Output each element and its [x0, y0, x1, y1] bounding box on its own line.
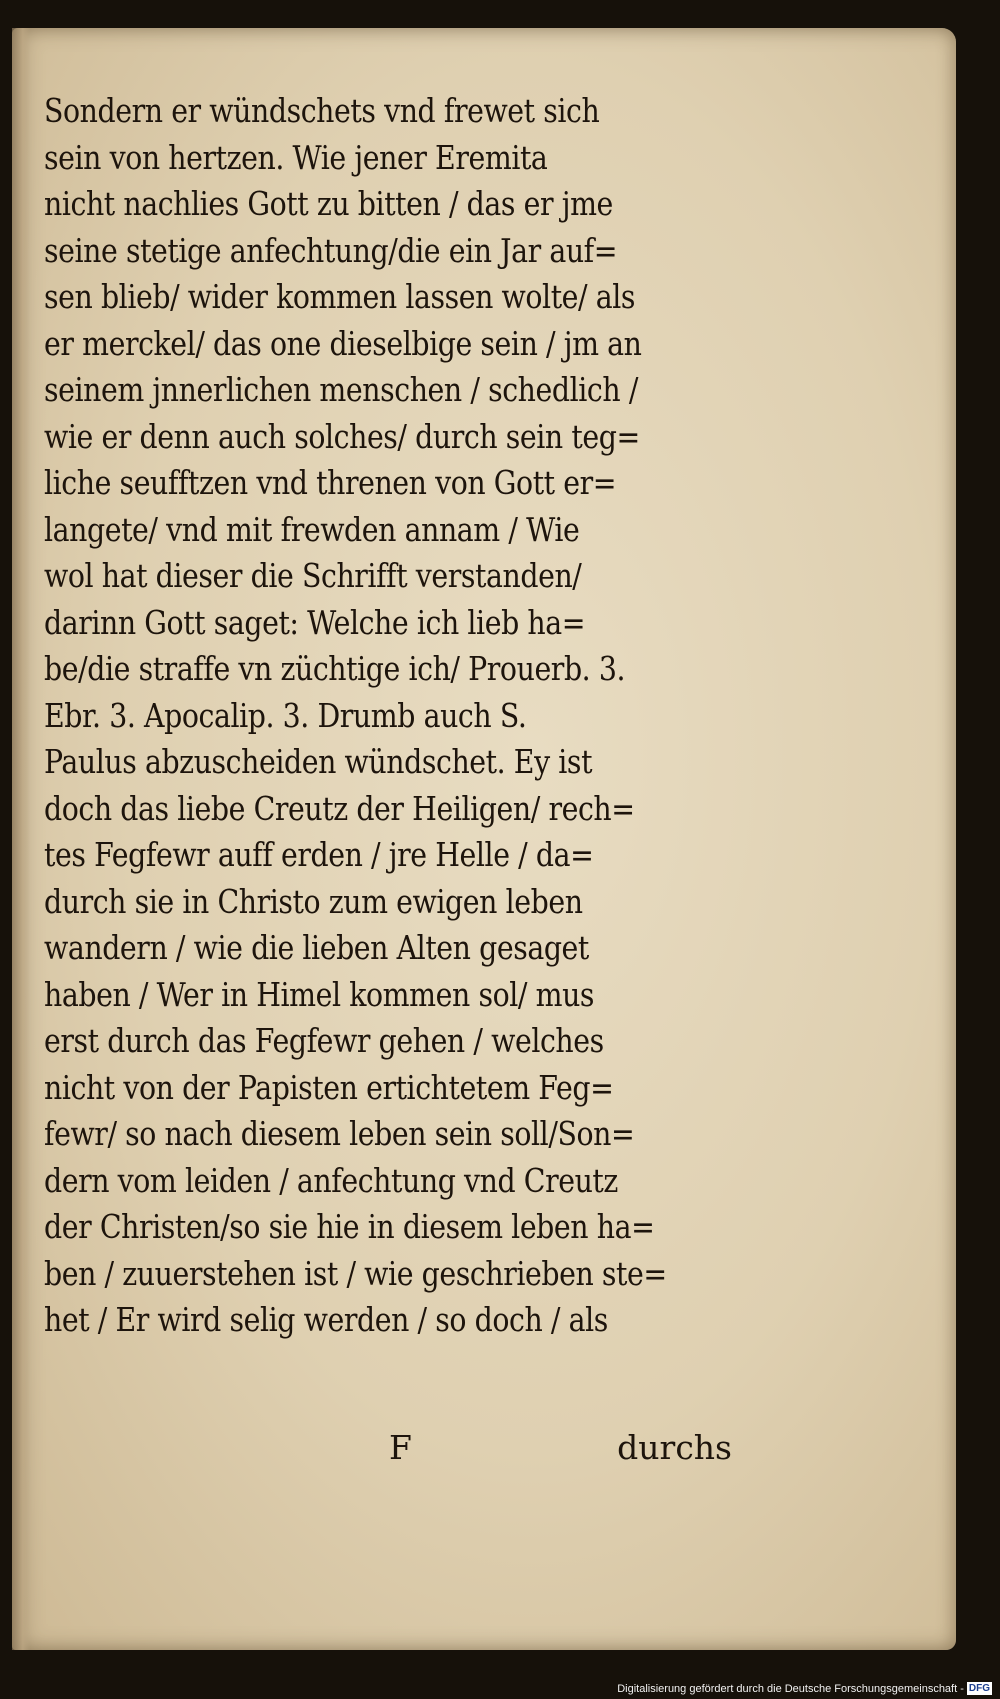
body-text: [44, 88, 744, 1344]
text-line: seine stetige anfechtung/die ein Jar auf=: [44, 230, 618, 270]
text-line: doch das liebe Creutz der Heiligen/ rech=: [44, 788, 635, 828]
signature-mark: F: [389, 1428, 412, 1467]
dfg-logo: DFG: [968, 1683, 990, 1694]
text-line: langete/ vnd mit frewden annam / Wie: [44, 509, 580, 549]
text-line: wandern / wie die lieben Alten gesaget: [44, 928, 589, 967]
text-line: der Christen/so sie hie in diesem leben ha=: [44, 1207, 655, 1246]
text-line: wie er denn auch solches/ durch sein teg=: [44, 416, 640, 456]
page-gutter: [12, 28, 30, 1650]
text-line: sen blieb/ wider kommen lassen wolte/ als: [44, 277, 636, 316]
text-line: liche seufftzen vnd threnen von Gott er=: [44, 463, 617, 502]
page-footer: [44, 1428, 744, 1474]
text-line: Ebr. 3. Apocalip. 3. Drumb auch S.: [44, 695, 527, 735]
text-line: sein von hertzen. Wie jener Eremita: [44, 137, 548, 177]
text-line: darinn Gott saget: Welche ich lieb ha=: [44, 602, 586, 642]
text-line: dern vom leiden / anfechtung vnd Creutz: [44, 1160, 618, 1200]
text-line: het / Er wird selig werden / so doch / als: [44, 1300, 608, 1339]
text-line: seinem jnnerlichen menschen / schedlich /: [44, 370, 638, 409]
text-line: Paulus abzuscheiden wündschet. Ey ist: [44, 742, 593, 781]
text-line: durch sie in Christo zum ewigen leben: [44, 881, 583, 921]
text-line: fewr/ so nach diesem leben sein soll/Son=: [44, 1114, 635, 1153]
text-line: ben / zuuerstehen ist / wie geschrieben ste=: [44, 1253, 667, 1293]
digitization-credit: [617, 1682, 992, 1695]
text-line: er merckel/ das one dieselbige sein / jm an: [44, 323, 642, 363]
text-line: nicht nachlies Gott zu bitten / das er jme: [44, 184, 613, 223]
credit-text: Digitalisierung gefördert durch die Deutsche Forschungsgemeinschaft -: [617, 1682, 964, 1695]
text-line: haben / Wer in Himel kommen sol/ mus: [44, 974, 595, 1014]
text-line: be/die straffe vn züchtige ich/ Prouerb. 3.: [44, 649, 626, 688]
text-line: nicht von der Papisten ertichtetem Feg=: [44, 1067, 614, 1107]
text-line: Sondern er wündschets vnd frewet sich: [44, 91, 600, 130]
catchword: durchs: [617, 1428, 732, 1467]
text-line: erst durch das Fegfewr gehen / welches: [44, 1021, 604, 1060]
text-line: tes Fegfewr auff erden / jre Helle / da=: [44, 835, 594, 874]
text-line: wol hat dieser die Schrifft verstanden/: [44, 556, 582, 595]
